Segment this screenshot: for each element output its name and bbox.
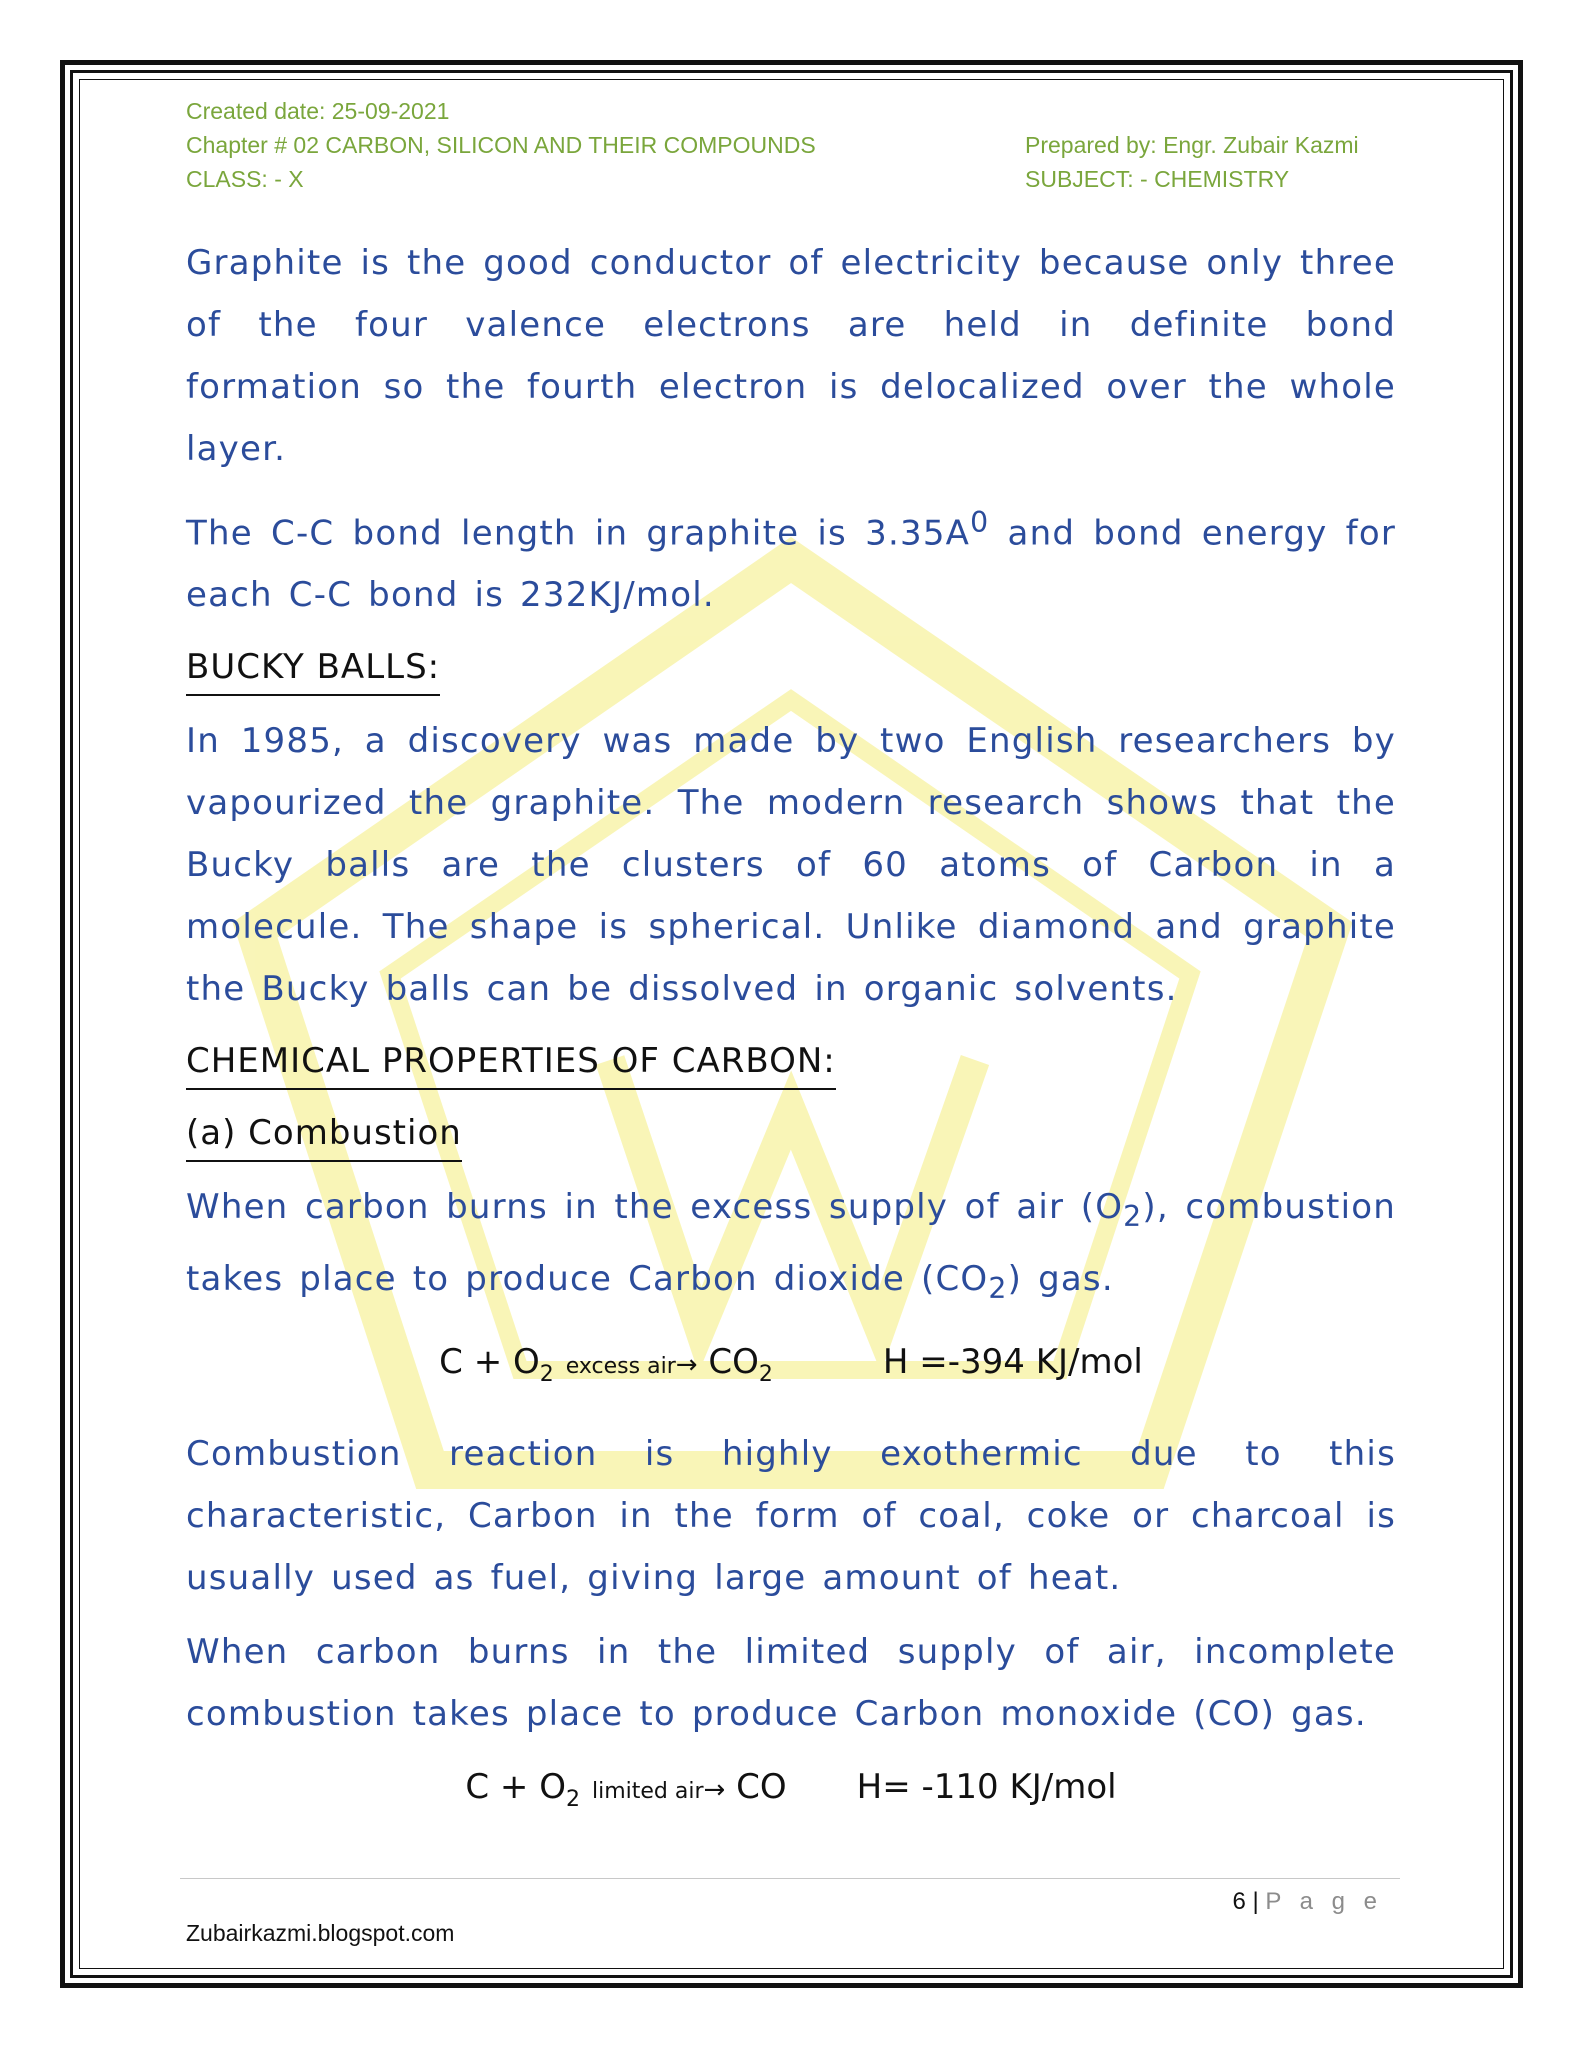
page-word: P a g e: [1265, 1888, 1383, 1915]
page-content: [186, 232, 1396, 1848]
chapter-title: Chapter # 02 CARBON, SILICON AND THEIR COMPOUNDS: [186, 132, 816, 158]
bucky-balls-heading: BUCKY BALLS:: [186, 642, 440, 696]
combustion-heading: (a) Combustion: [186, 1108, 462, 1162]
equation-incomplete-combustion: [186, 1757, 1396, 1830]
footer-divider: [180, 1878, 1400, 1879]
eq2-condition: limited air: [591, 1778, 704, 1804]
page-number: [1232, 1888, 1383, 1916]
eq2-subscript: 2: [565, 1786, 580, 1812]
page-number-value: 6: [1232, 1888, 1246, 1915]
bond-length-value: 3.35A: [865, 513, 971, 554]
bond-length-paragraph: [186, 492, 1396, 626]
page-separator: |: [1252, 1888, 1259, 1915]
eq1-condition: excess air: [565, 1353, 676, 1379]
bond-length-text: The C-C bond length in graphite is: [186, 513, 866, 554]
eq1-product-subscript: 2: [758, 1361, 773, 1387]
document-header-left: [186, 94, 816, 196]
co2-subscript: 2: [988, 1271, 1008, 1305]
angstrom-superscript: 0: [970, 506, 990, 539]
prepared-by: Prepared by: Engr. Zubair Kazmi: [1025, 132, 1359, 158]
o2-subscript: 2: [1123, 1200, 1143, 1234]
subject-label: SUBJECT: - CHEMISTRY: [1025, 166, 1290, 192]
class-label: CLASS: - X: [186, 166, 304, 192]
excess-air-text: When carbon burns in the excess supply of air (O: [186, 1187, 1124, 1228]
graphite-conductor-paragraph: Graphite is the good conductor of electricity because only three of the four valence electrons are held in definite bond formation so the fourth electron is delocalized over the whole layer.: [186, 243, 1396, 469]
eq1-product: CO: [708, 1341, 759, 1382]
created-date: Created date: 25-09-2021: [186, 98, 450, 124]
eq2-arrow: →: [703, 1774, 726, 1805]
eq1-arrow: →: [675, 1349, 698, 1380]
eq2-product: CO: [736, 1766, 787, 1807]
chemical-properties-heading: CHEMICAL PROPERTIES OF CARBON:: [186, 1036, 836, 1090]
eq1-enthalpy: H =-394 KJ/mol: [882, 1341, 1143, 1382]
excess-air-text-mid: ), combustion takes place to produce Carbon dioxide (CO: [186, 1187, 1396, 1300]
document-header-right: [1025, 128, 1359, 196]
bond-energy-text: and bond energy for each C-C bond is 232KJ/mol.: [186, 513, 1396, 616]
limited-air-paragraph: When carbon burns in the limited supply of air, incomplete combustion takes place to produce Carbon monoxide (CO) gas.: [186, 1631, 1396, 1734]
excess-air-text-end: ) gas.: [1007, 1259, 1114, 1300]
bucky-balls-paragraph: In 1985, a discovery was made by two English researchers by vapourized the graphite. The modern research shows that the Bucky balls are the clusters of 60 atoms of Carbon in a molecule. The shape is spherical. Unlike diamond and graphite the Bucky balls can be dissolved in organic solvents.: [186, 721, 1396, 1010]
excess-air-paragraph: [186, 1176, 1396, 1320]
exothermic-paragraph: Combustion reaction is highly exothermic due to this characteristic, Carbon in the form of coal, coke or charcoal is usually used as fuel, giving large amount of heat.: [186, 1433, 1396, 1598]
eq2-enthalpy: H= -110 KJ/mol: [856, 1766, 1117, 1807]
equation-complete-combustion: [186, 1332, 1396, 1405]
eq1-reactants: C + O: [439, 1341, 540, 1382]
eq1-subscript: 2: [539, 1361, 554, 1387]
eq2-reactants: C + O: [465, 1766, 566, 1807]
website-footer: Zubairkazmi.blogspot.com: [186, 1920, 455, 1946]
